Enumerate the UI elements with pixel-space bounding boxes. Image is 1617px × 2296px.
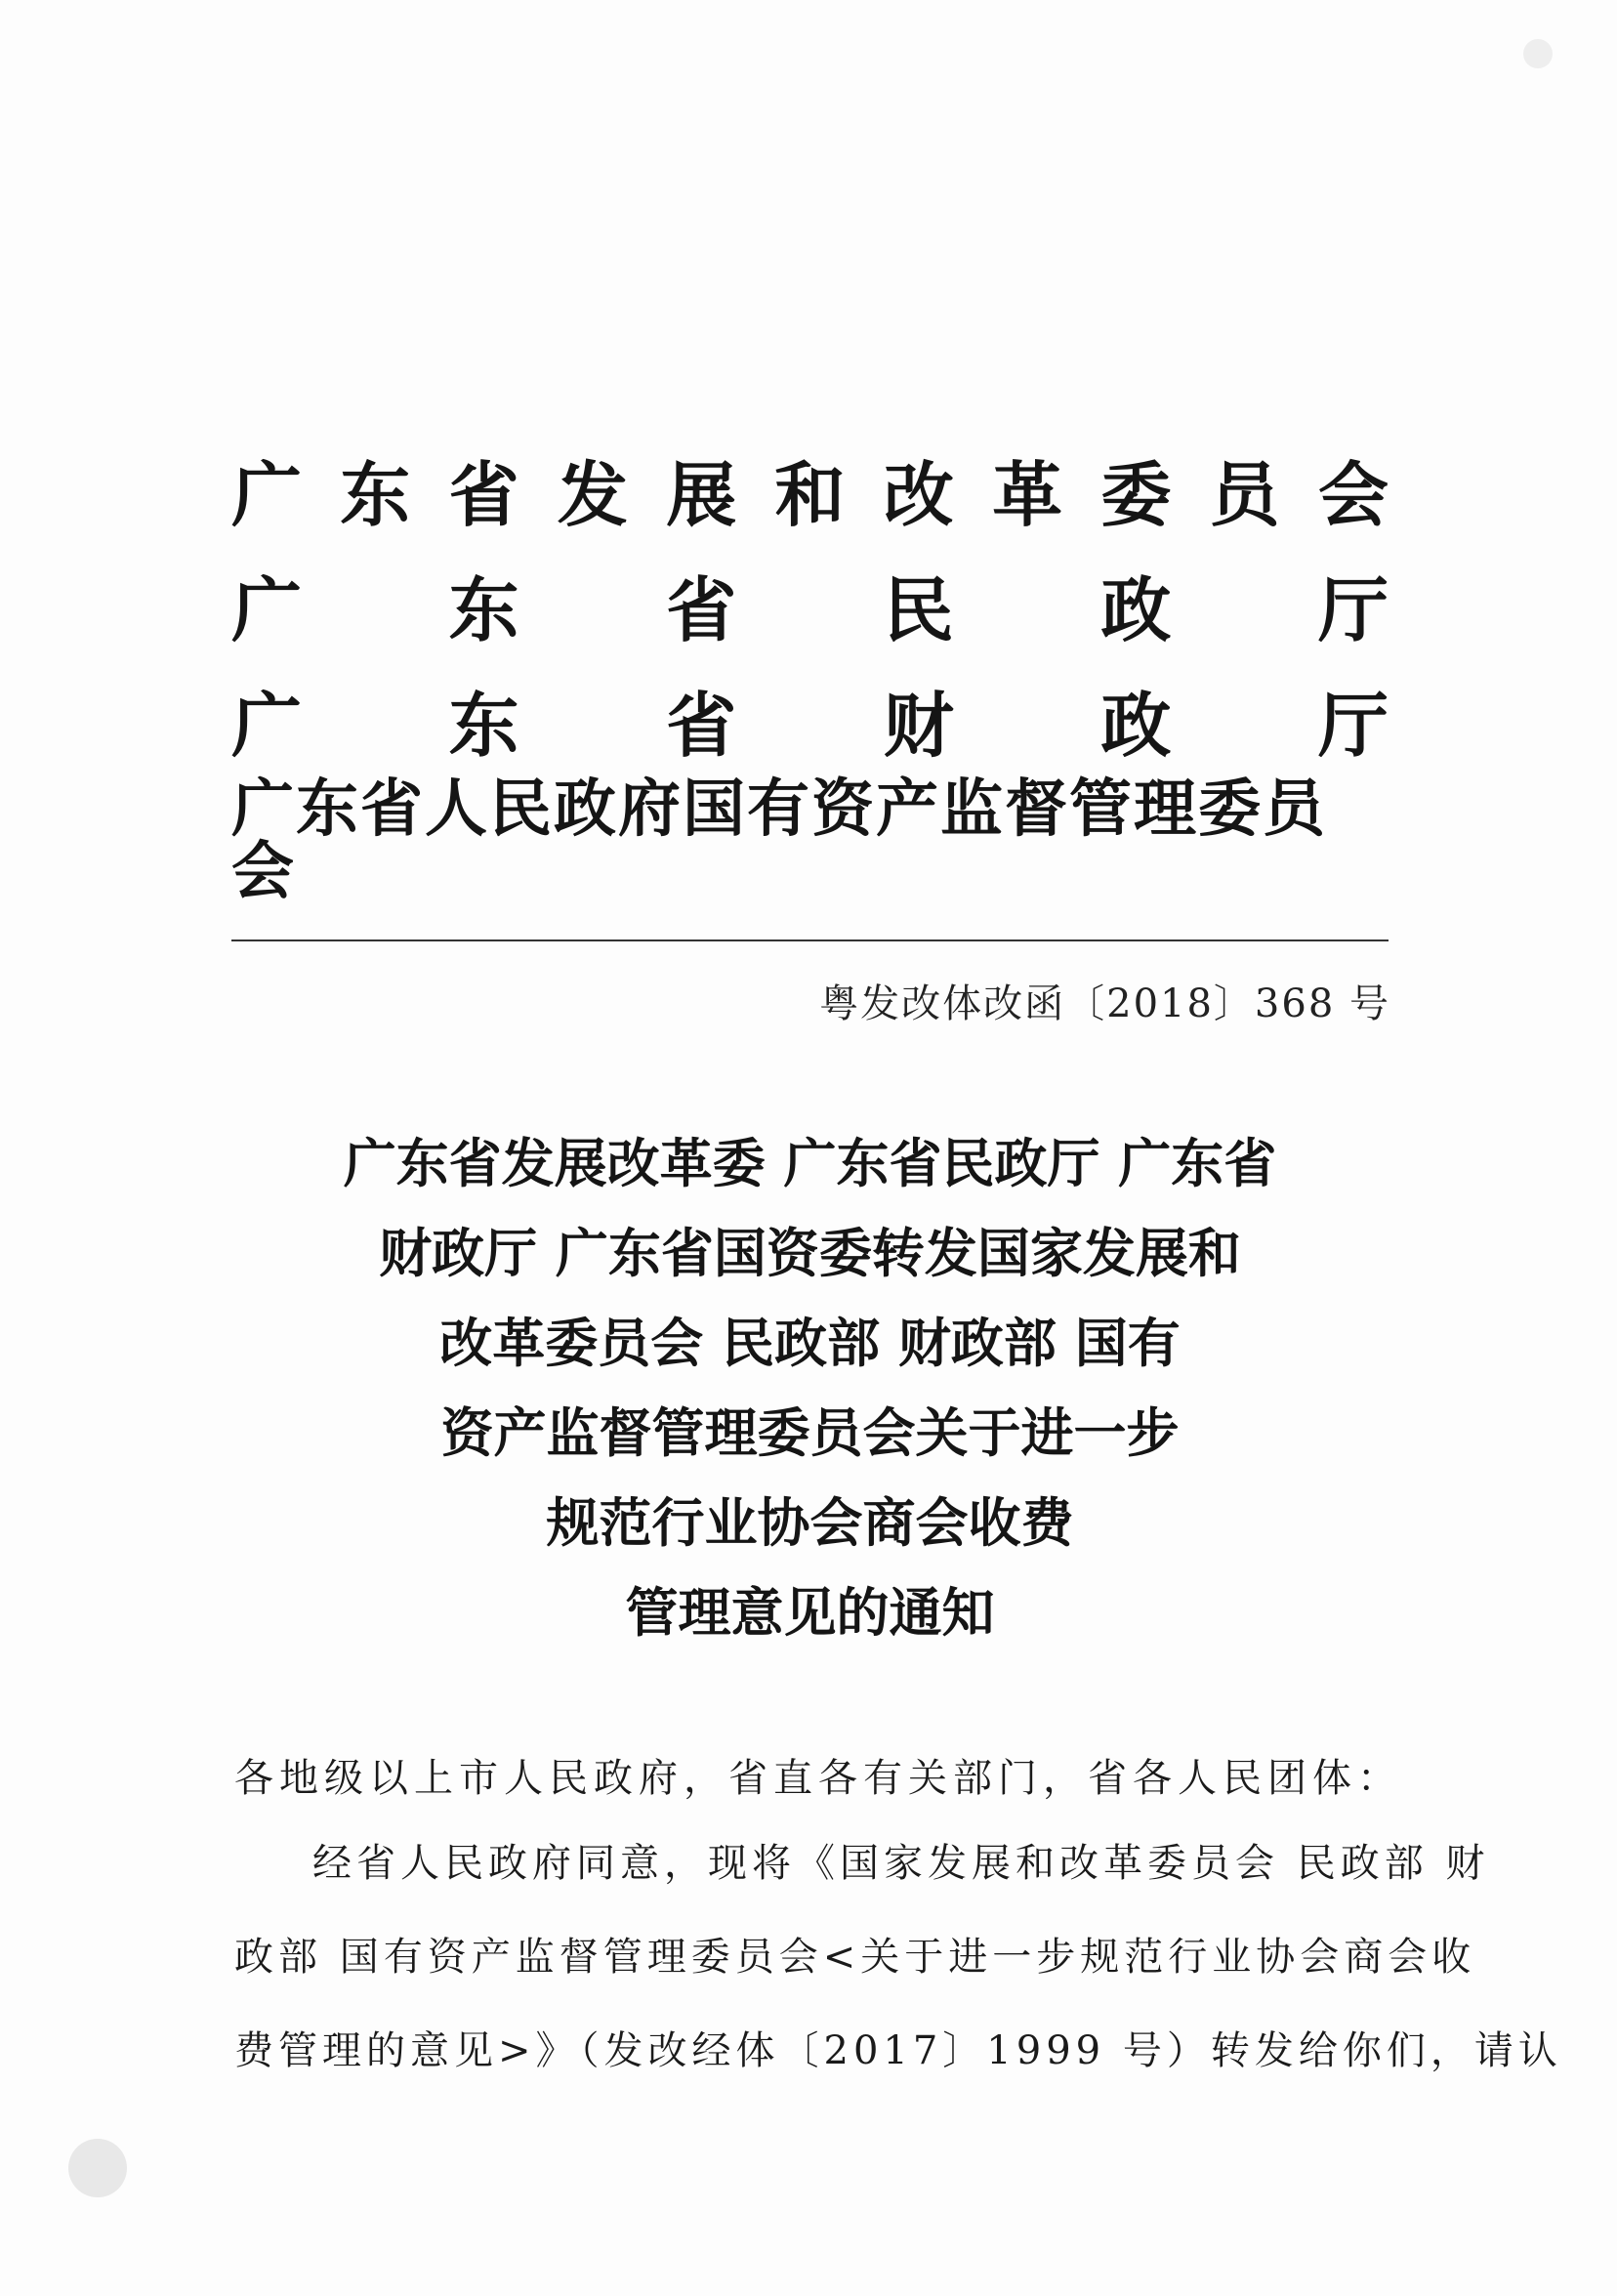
issuer-line-4 [231,772,1389,908]
document-body [234,1740,1562,2098]
issuer-char: 省 [448,453,519,536]
issuer-line-3 [231,668,1389,783]
issuer-char: 东 [340,453,411,536]
issuer-char: 革 [992,453,1063,536]
title-line: 管理意见的通知 [625,1581,995,1644]
issuer-char: 厅 [1317,684,1389,767]
issuer-char: 省 [666,684,737,767]
issuer-char: 委 [1100,453,1172,536]
issuer-line-1 [231,438,1389,553]
issuer-char: 东 [448,684,519,767]
issuer-char: 财 [883,684,954,767]
issuer-char: 发 [557,453,628,536]
issuer-char: 省 [666,568,737,651]
issuer-char: 员 [1209,453,1280,536]
issuer-char: 政 [1100,684,1172,767]
document-title [231,1118,1389,1657]
paragraph-line: 费管理的意见>》（发改经体〔2017〕1999 号）转发给你们，请认 [234,2028,1562,2073]
issuer-char: 广 [231,568,303,651]
title-line: 财政厅 广东省国资委转发国家发展和 [379,1222,1241,1284]
issuer-char: 东 [448,568,519,651]
title-line: 规范行业协会商会收费 [546,1491,1074,1554]
issuer-char: 和 [774,453,846,536]
issuer-char: 厅 [1317,568,1389,651]
salutation: 各地级以上市人民政府，省直各有关部门，省各人民团体： [234,1756,1402,1801]
scan-artifact [1523,39,1553,68]
issuer-name-full: 广东省人民政府国有资产监督管理委员会 [231,772,1327,908]
title-line: 改革委员会 民政部 财政部 国有 [439,1312,1181,1374]
header-divider [231,939,1389,941]
title-line: 资产监督管理委员会关于进一步 [440,1401,1180,1464]
issuer-char: 会 [1317,453,1389,536]
document-number: 粤发改体改函〔2018〕368 号 [819,981,1390,1026]
issuer-char: 民 [883,568,954,651]
issuer-char: 改 [883,453,954,536]
paragraph-line: 政部 国有资产监督管理委员会<关于进一步规范行业协会商会收 [234,1935,1476,1980]
issuer-char: 展 [666,453,737,536]
issuer-char: 广 [231,684,303,767]
issuer-char: 广 [231,453,303,536]
issuer-line-2 [231,553,1389,668]
scan-artifact [68,2139,127,2197]
issuing-authorities [231,438,1389,908]
title-line: 广东省发展改革委 广东省民政厅 广东省 [343,1132,1277,1194]
paragraph-line: 经省人民政府同意，现将《国家发展和改革委员会 民政部 财 [312,1841,1490,1886]
issuer-char: 政 [1100,568,1172,651]
